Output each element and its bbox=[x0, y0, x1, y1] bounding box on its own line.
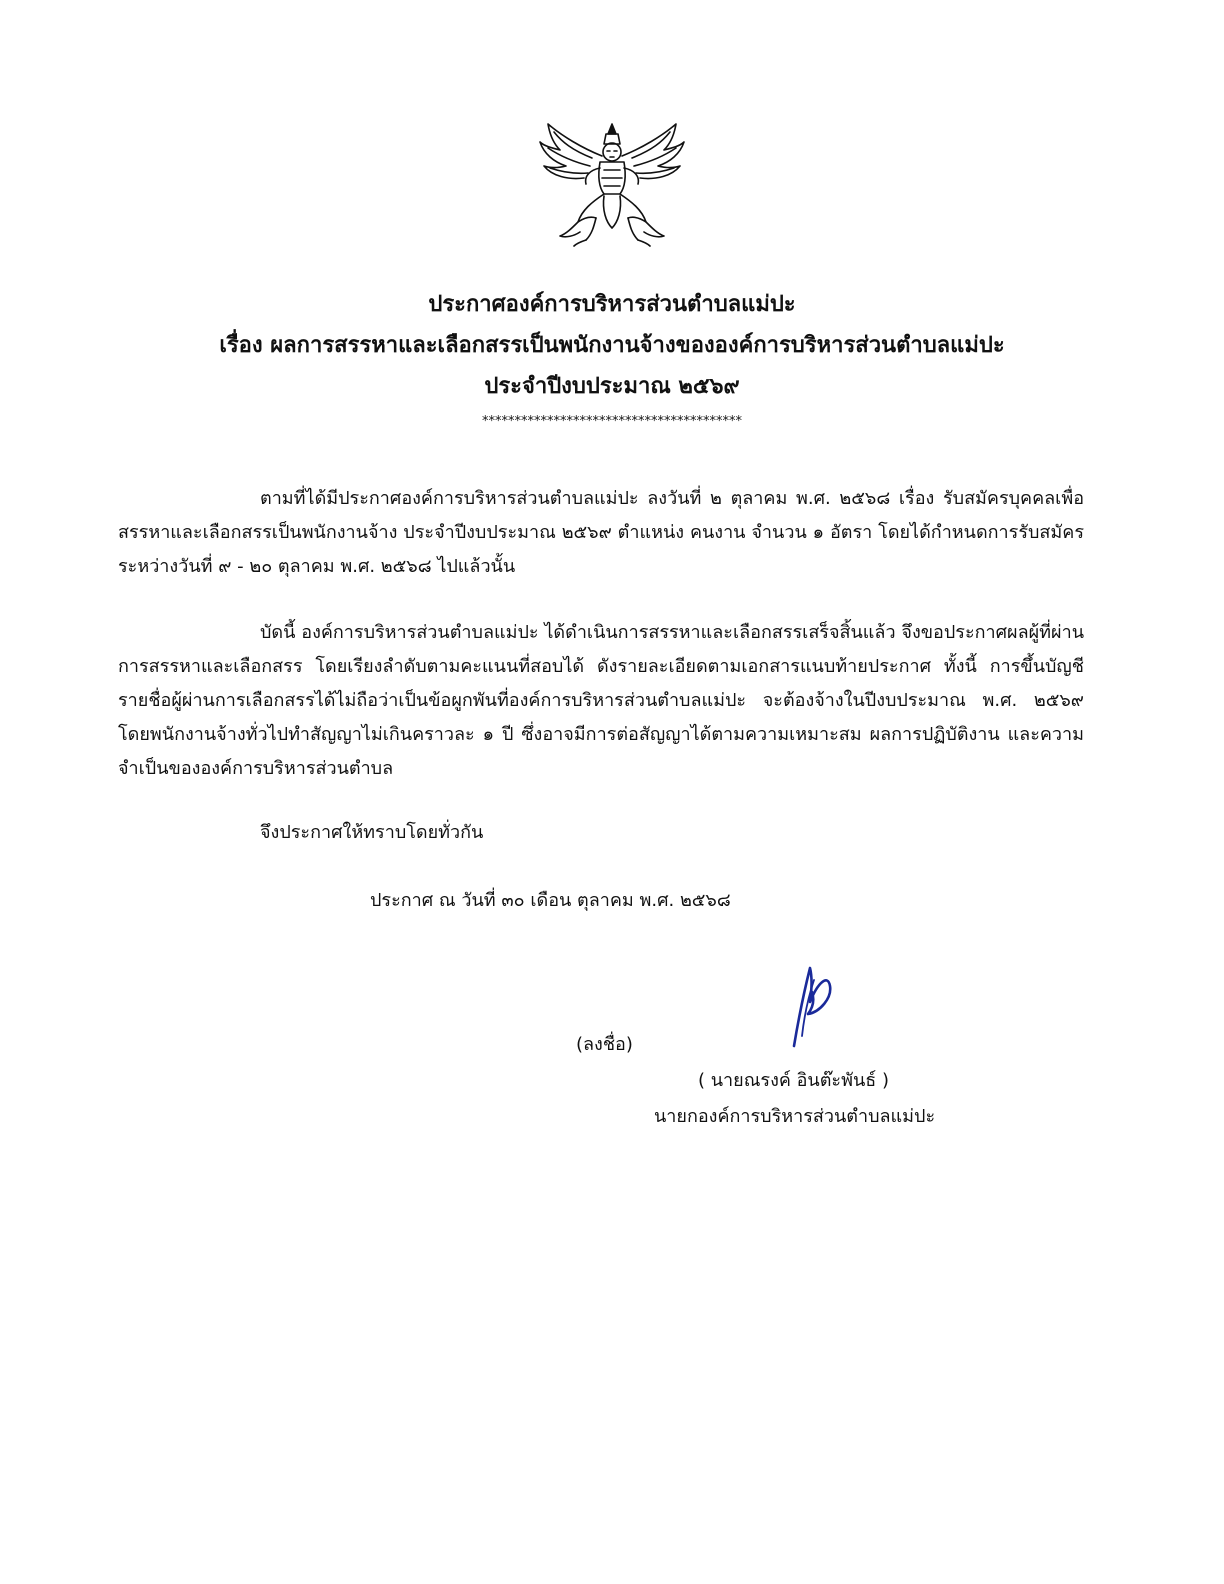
paragraph-2-text: บัดนี้ องค์การบริหารส่วนตำบลแม่ปะ ได้ดำเนินการสรรหาและเลือกสรรเสร็จสิ้นแล้ว จึงขอประกาศผลผู้ที่ผ่านการสรรหาและเลือกสรร โดยเรียงลำดับตามคะแนนที่สอบได้ ดังรายละเอียดตามเอกสารแนบท้ายประกาศ ทั้งนี้ การขึ้นบัญชีรายชื่อผู้ผ่านการเลือกสรรได้ไม่ถือว่าเป็นข้อผูกพันที่องค์การบริหารส่วนตำบลแม่ปะ จะต้องจ้างในปีงบประมาณ พ.ศ. ๒๕๖๙ โดยพนักงานจ้างทั่วไปทำสัญญาไม่เกินคราวละ ๑ ปี ซึ่งอาจมีการต่อสัญญาได้ตามความเหมาะสม ผลการปฏิบัติงาน และความจำเป็นขององค์การบริหารส่วนตำบล bbox=[118, 622, 1084, 779]
title-separator: **************************************** bbox=[482, 414, 742, 429]
document-fiscal-year: ประจำปีงบประมาณ ๒๕๖๙ bbox=[484, 374, 740, 399]
signatory-position: นายกองค์การบริหารส่วนตำบลแม่ปะ bbox=[654, 1106, 936, 1127]
announcement-date: ประกาศ ณ วันที่ ๓๐ เดือน ตุลาคม พ.ศ. ๒๕๖๘ bbox=[370, 890, 731, 911]
document-title: ประกาศองค์การบริหารส่วนตำบลแม่ปะ bbox=[428, 292, 796, 317]
paragraph-1 bbox=[118, 482, 1084, 584]
signatory-name: ( นายณรงค์ อินต๊ะพันธ์ ) bbox=[698, 1070, 889, 1091]
paragraph-1-text: ตามที่ได้มีประกาศองค์การบริหารส่วนตำบลแม่ปะ ลงวันที่ ๒ ตุลาคม พ.ศ. ๒๕๖๘ เรื่อง รับสมัครบุคคลเพื่อสรรหาและเลือกสรรเป็นพนักงานจ้าง ประจำปีงบประมาณ ๒๕๖๙ ตำแหน่ง คนงาน จำนวน ๑ อัตรา โดยได้กำหนดการรับสมัคร ระหว่างวันที่ ๙ - ๒๐ ตุลาคม พ.ศ. ๒๕๖๘ ไปแล้วนั้น bbox=[118, 488, 1084, 577]
handwritten-signature bbox=[784, 962, 844, 1052]
document-subject: เรื่อง ผลการสรรหาและเลือกสรรเป็นพนักงานจ้างขององค์การบริหารส่วนตำบลแม่ปะ bbox=[219, 333, 1005, 358]
garuda-emblem-icon bbox=[532, 118, 692, 248]
closing-statement: จึงประกาศให้ทราบโดยทั่วกัน bbox=[260, 822, 484, 843]
signed-label: (ลงชื่อ) bbox=[576, 1034, 633, 1055]
paragraph-2 bbox=[118, 616, 1084, 786]
